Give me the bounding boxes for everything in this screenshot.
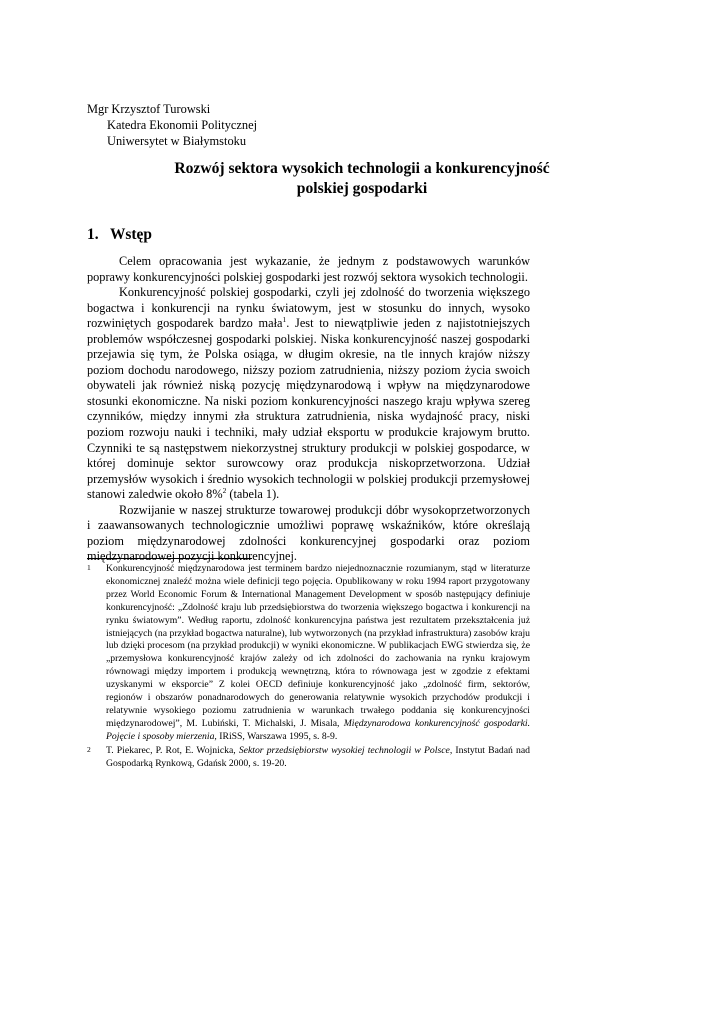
footnote-1	[87, 563, 530, 744]
footnote-mark: 1	[87, 563, 91, 572]
paragraph-2	[87, 285, 530, 503]
footnote-mark: 2	[87, 744, 91, 754]
title-line-1: Rozwój sektora wysokich technologii a konkurencyjność	[174, 160, 550, 177]
footnote-text: Konkurencyjność międzynarodowa jest terminem bardzo niejednoznacznie rozumianym, stąd w literaturze ekonomicznej znaleźć można wiele definicji tego pojęcia. Opublikowany w roku 1994 raport przygotowany przez World Economic Forum & International Management Development w sposób następujący definiuje konkurencyjność: „Zdolność kraju lub przedsiębiorstwa do tworzenia większego bogactwa i konkurencji na rynku światowym”. Według raportu, zdolność konkurencyjna państwa jest rezultatem przekształcenia już istniejących (na przykład bogactwa naturalne), lub wytworzonych (na przykład infrastruktura) zasobów kraju lub dzięki procesom (na przykład produkcji) w wyniki ekonomiczne. W publikacjach EWG stwierdza się, że „przemysłowa konkurencyjność krajów zależy od ich zdolności do zachowania na rynku krajowym równowagi między importem i produkcją wewnętrzną, która to równowaga jest w zgodzie z efektami uzyskanymi w eksporcie” Z kolei OECD definiuje konkurencyjność jako „zdolność firm, sektorów, regionów i obszarów ponadnarodowych do generowania relatywnie wysokich przychodów produkcji i relatywnie wysokiego poziomu zatrudnienia w warunkach trwałego poddania się konkurencyjności międzynarodowej”, M. Lubiński, T. Michalski, J. Misala,	[106, 563, 530, 729]
footnote-text: T. Piekarec, P. Rot, E. Wojnicka,	[106, 744, 239, 756]
footnote-text-end: , Instytut Badań nad Gospodarką Rynkową, Gdańsk 2000, s. 19-20.	[106, 744, 531, 769]
footnote-2	[87, 745, 530, 771]
footnotes	[87, 563, 530, 772]
section-number: 1.	[87, 226, 99, 243]
paragraph-2-part-b: . Jest to niewątpliwie jeden z najistotniejszych problemów współczesnej gospodarki polskiej. Niska konkurencyjność naszej gospodarki przejawia się tym, że Polska osiąga, w długim okresie, na tle innych krajów niższy poziom dochodu narodowego, niższy poziom zatrudnienia, niższy poziom życia swoich obywateli jak również niską pozycję międzynarodową i wpływ na międzynarodowe stosunki ekonomiczne. Na niski poziom konkurencyjności naszego kraju wpływa szereg czynników, między innymi zła struktura zatrudnienia, niska wydajność pracy, niski poziom rozwoju nauki i techniki, mały udział eksportu w produkcie krajowym brutto. Czynniki te są następstwem niekorzystnej struktury produkcji w polskiej gospodarce, w której dominuje sektor surowcowy oraz produkcja niskoprzetworzona. Udział przemysłów wysokich i średnio wysokich technologii w polskiej produkcji przemysłowej stanowi zaledwie około 8%	[87, 316, 530, 502]
footnote-ref-2[interactable]: 2	[222, 486, 227, 496]
title-line-2: polskiej gospodarki	[296, 180, 428, 197]
footnote-book-title: Międzynarodowa konkurencyjność gospodarki. Pojęcie i sposoby mierzenia	[106, 717, 530, 742]
author-department: Katedra Ekonomii Politycznej	[107, 118, 258, 132]
footnote-ref-1[interactable]: 1	[282, 315, 287, 325]
author-block	[87, 101, 257, 149]
footnote-separator	[87, 558, 252, 559]
footnote-text-end: , IRiSS, Warszawa 1995, s. 8-9.	[214, 730, 338, 742]
author-university: Uniwersytet w Białymstoku	[107, 134, 247, 148]
author-name: Mgr Krzysztof Turowski	[87, 102, 211, 116]
section-title: Wstęp	[110, 226, 152, 243]
paragraph-3: Rozwijanie w naszej strukturze towarowej produkcji dóbr wysokoprzetworzonych i zaawansowanych technologicznie umożliwi poprawę wskaźników, które określają poziom międzynarodowej zdolności konkurencyjnej gospodarki oraz poziom międzynarodowej pozycji konkurencyjnej.	[87, 502, 530, 564]
paragraph-2-part-c: (tabela 1).	[226, 487, 280, 502]
body-text	[87, 254, 530, 565]
paragraph-1: Celem opracowania jest wykazanie, że jednym z podstawowych warunków poprawy konkurencyjności polskiej gospodarki jest rozwój sektora wysokich technologii.	[87, 254, 530, 284]
footnote-book-title: Sektor przedsiębiorstw wysokiej technologii w Polsce	[238, 744, 450, 756]
document-title	[87, 159, 637, 199]
paragraph-2-part-a: Konkurencyjność polskiej gospodarki, czyli jej zdolność do tworzenia większego bogactwa i konkurencji na rynku światowym, jest w stosunku do innych, wysoko rozwiniętych gospodarek bardzo mała	[87, 285, 530, 331]
section-heading	[87, 225, 152, 245]
